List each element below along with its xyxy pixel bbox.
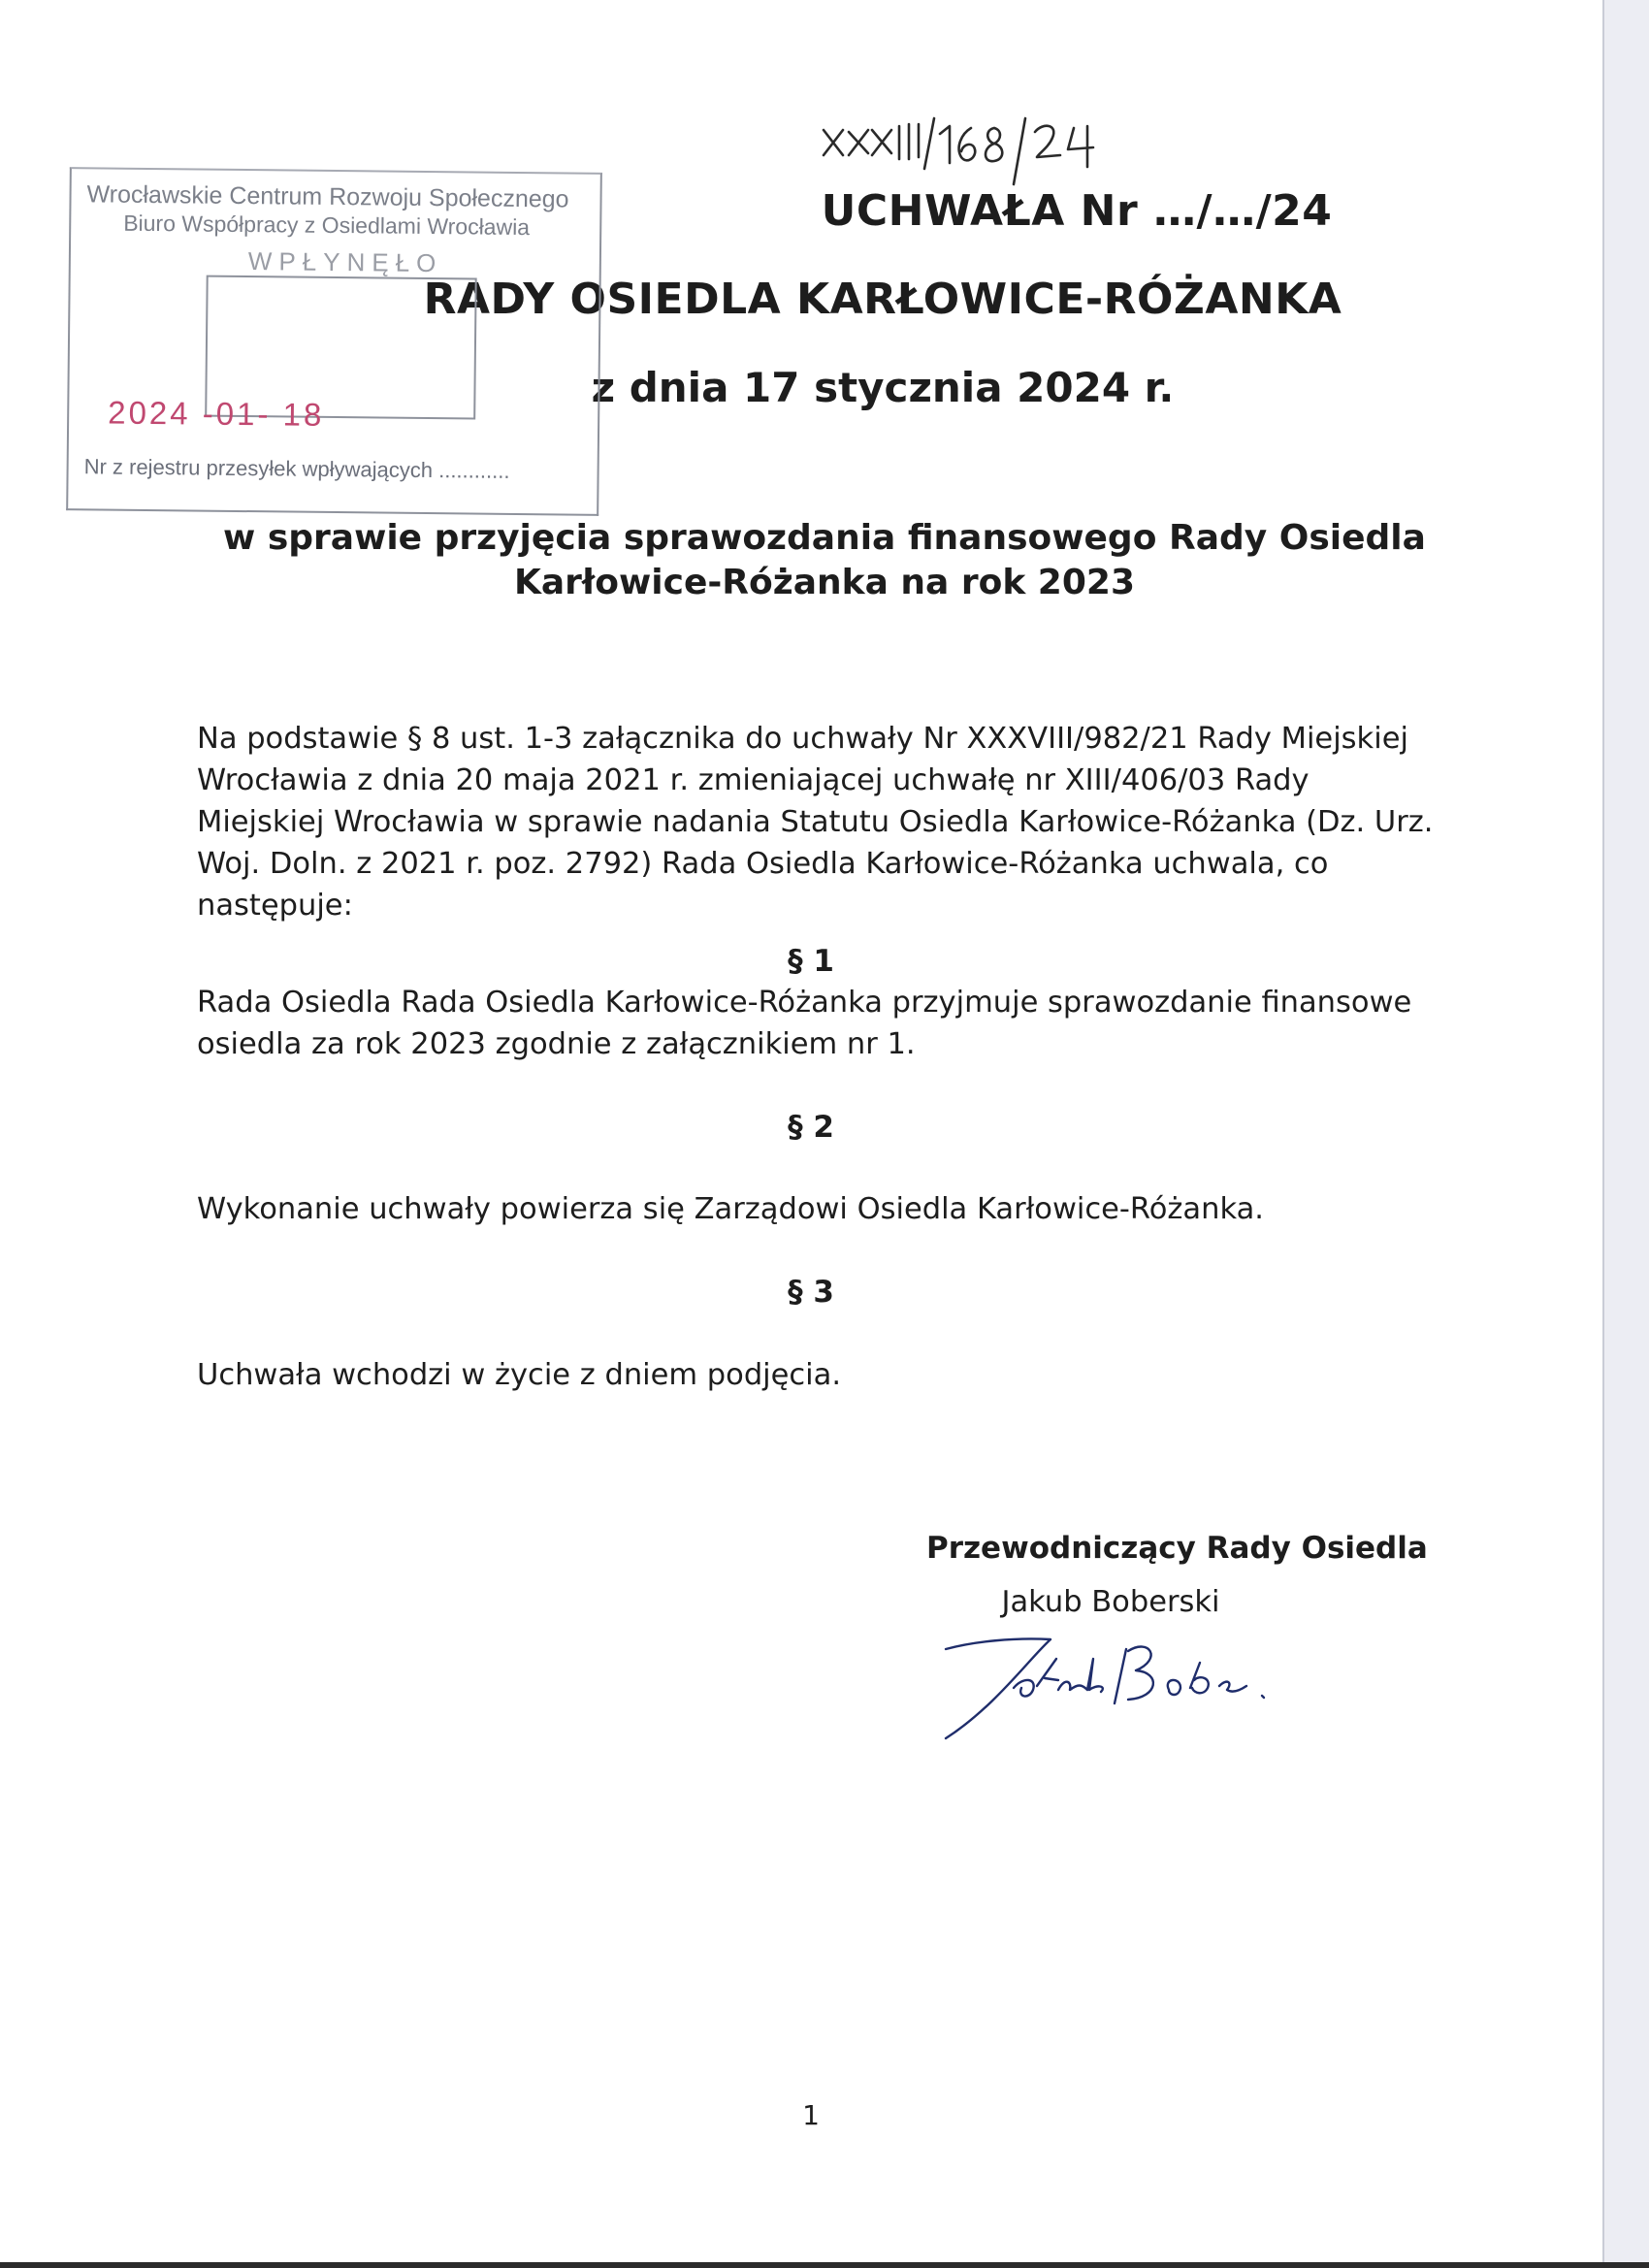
signatory-role: Przewodniczący Rady Osiedla <box>926 1531 1428 1566</box>
section-2-heading: § 2 <box>788 1110 834 1145</box>
resolution-title: UCHWAŁA Nr …/…/24 <box>821 186 1333 236</box>
resolution-date: z dnia 17 stycznia 2024 r. <box>591 364 1175 411</box>
stamp-date: 2024 -01- 18 <box>108 394 325 433</box>
section-2-text: Wykonanie uchwały powierza się Zarządowi Osiedla Karłowice-Różanka. <box>197 1192 1264 1226</box>
stamp-department: Biuro Współpracy z Osiedlami Wrocławia <box>123 210 531 241</box>
page-number: 1 <box>802 2099 820 2131</box>
legal-basis-paragraph: Na podstawie § 8 ust. 1-3 załącznika do uchwały Nr XXXVIII/982/21 Rady Miejskiej Wrocławia z dnia 20 maja 2021 r. zmieniającej uchwałę nr XIII/406/03 Rady Miejskiej Wrocławia w sprawie nadania Statutu Osiedla Karłowice-Różanka (Dz. Urz. Woj. Doln. z 2021 r. poz. 2792) Rada Osiedla Karłowice-Różanka uchwala, co następuje: <box>197 722 1434 923</box>
stamp-received-label: WPŁYNĘŁO <box>247 246 443 278</box>
handwritten-resolution-number <box>820 109 1208 196</box>
handwritten-signature <box>936 1630 1402 1746</box>
subject-line-2: Karłowice-Różanka na rok 2023 <box>513 563 1136 602</box>
stamp-register-line: Nr z rejestru przesyłek wpływających ............ <box>83 454 510 483</box>
subject-line-1: w sprawie przyjęcia sprawozdania finansowego Rady Osiedla <box>223 518 1426 558</box>
section-1-text: Rada Osiedla Rada Osiedla Karłowice-Różanka przyjmuje sprawozdanie finansowe osiedla za rok 2023 zgodnie z załącznikiem nr 1. <box>197 986 1412 1061</box>
signatory-name: Jakub Boberski <box>1001 1585 1220 1619</box>
scanner-bottom-border <box>0 2262 1649 2268</box>
section-3-text: Uchwała wchodzi w życie z dniem podjęcia. <box>197 1358 842 1392</box>
council-name: RADY OSIEDLA KARŁOWICE-RÓŻANKA <box>423 275 1342 324</box>
stamp-institution: Wrocławskie Centrum Rozwoju Społecznego <box>86 180 569 213</box>
received-stamp <box>66 167 603 517</box>
section-1-heading: § 1 <box>788 944 834 979</box>
section-3-heading: § 3 <box>788 1275 834 1310</box>
resolution-subject <box>146 516 1504 605</box>
